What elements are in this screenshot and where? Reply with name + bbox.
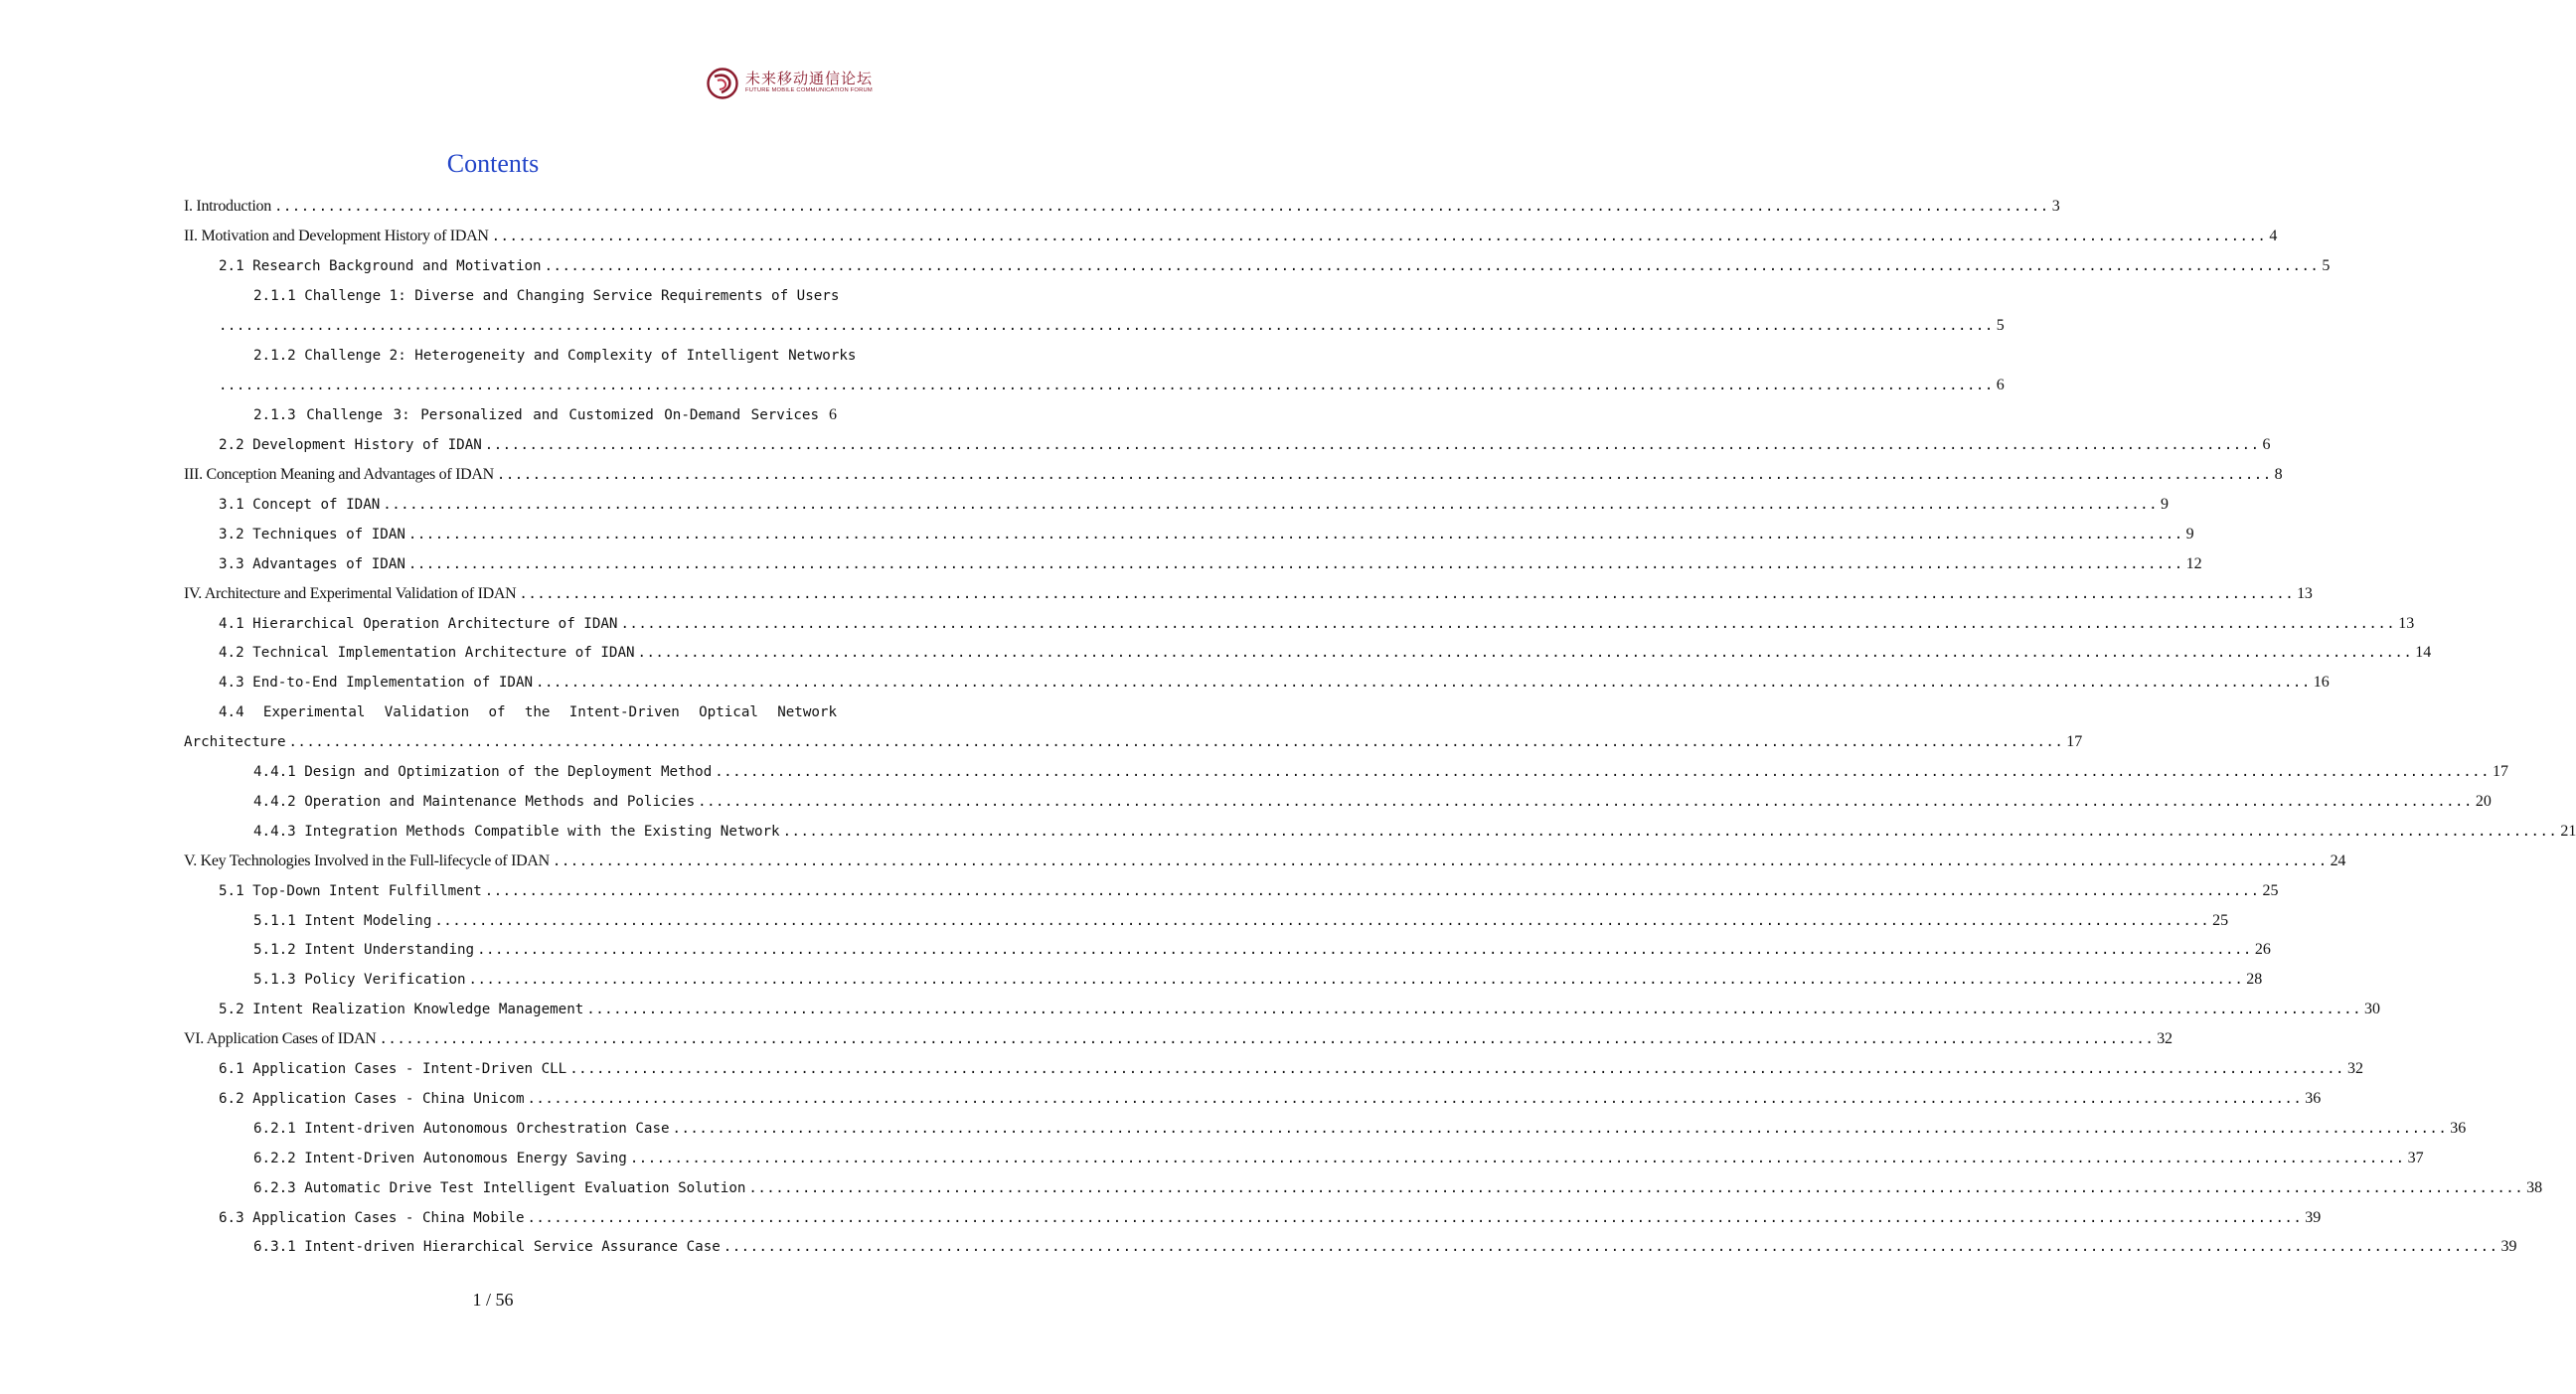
toc-entry-title: 3.1 Concept of IDAN: [219, 497, 381, 513]
toc-entry-title: 3.3 Advantages of IDAN: [219, 556, 405, 572]
dot-leader: ........................................................................................................................................................................................................: [484, 883, 2260, 899]
toc-entry[interactable]: [253, 1176, 2543, 1200]
toc-page-number: 36: [2305, 1090, 2322, 1107]
toc-page-number: 9: [2185, 526, 2194, 542]
toc-entry[interactable]: [253, 284, 840, 308]
toc-entry[interactable]: [253, 1147, 2424, 1170]
toc-entry[interactable]: [219, 493, 2170, 517]
toc-entry-title: 3.2 Techniques of IDAN: [219, 527, 405, 542]
toc-page-number: 6: [2262, 436, 2271, 453]
toc-entry[interactable]: [219, 254, 2331, 278]
toc-page-number: 16: [2313, 674, 2330, 691]
dot-leader: ........................................................................................................................................................................................................: [383, 497, 2159, 513]
toc-entry-title: 2.1.1 Challenge 1: Diverse and Changing Service Requirements of Users: [253, 288, 840, 304]
toc-entry[interactable]: [184, 195, 2060, 219]
dot-leader: ........................................................................................................................................................................................................: [637, 645, 2413, 661]
toc-entry[interactable]: [253, 938, 2271, 962]
toc-entry-title: 2.1.2 Challenge 2: Heterogeneity and Complexity of Intelligent Networks: [253, 348, 857, 364]
dot-leader: ........................................................................................................................................................................................................: [620, 616, 2396, 632]
toc-page-number: 32: [2346, 1060, 2363, 1077]
toc-entry[interactable]: [253, 968, 2263, 992]
dot-leader: ........................................................................................................................................................................................................: [748, 1180, 2524, 1196]
toc-entry[interactable]: [219, 700, 837, 724]
toc-page-number: 38: [2526, 1179, 2543, 1196]
dot-leader: ........................................................................................................................................................................................................: [407, 527, 2183, 542]
toc-entry[interactable]: [184, 463, 2283, 487]
toc-entry-title: 5.1.1 Intent Modeling: [253, 913, 432, 929]
logo-english-text: FUTURE MOBILE COMMUNICATION FORUM: [745, 87, 873, 93]
dot-leader: ........................................................................................................................................................................................................: [484, 437, 2260, 453]
toc-entry-continuation[interactable]: [184, 730, 2083, 754]
toc-page-number: 25: [2262, 882, 2279, 899]
toc-entry[interactable]: [219, 552, 2202, 576]
toc-entry-title: I. Introduction: [184, 198, 271, 215]
toc-page-number: 5: [1996, 317, 2005, 334]
toc-entry-title: 5.1.2 Intent Understanding: [253, 942, 475, 958]
toc-page-number: 28: [2246, 971, 2263, 988]
toc-page-number: 21: [2560, 823, 2576, 840]
toc-page-number: 32: [2157, 1030, 2173, 1047]
toc-page-number: 39: [2305, 1209, 2322, 1226]
dot-leader: ........................................................................................................................................................................................................: [379, 1031, 2155, 1047]
forum-emblem-icon: [706, 67, 739, 100]
toc-entry-title: 6.2 Application Cases - China Unicom: [219, 1091, 525, 1107]
toc-entry-title: VI. Application Cases of IDAN: [184, 1030, 377, 1047]
toc-entry-title: II. Motivation and Development History of IDAN: [184, 228, 489, 244]
toc-entry[interactable]: [219, 523, 2194, 546]
toc-entry-title: 5.2 Intent Realization Knowledge Management: [219, 1002, 584, 1017]
dot-leader: ........................................................................................................................................................................................................: [527, 1210, 2303, 1226]
toc-page-number: 17: [2493, 763, 2508, 780]
toc-entry[interactable]: [184, 850, 2346, 873]
dot-leader: ........................................................................................................................................................................................................: [477, 942, 2252, 958]
toc-entry-title: III. Conception Meaning and Advantages of IDAN: [184, 466, 494, 483]
toc-entry[interactable]: [253, 909, 2229, 933]
dot-leader: ........................................................................................................................................................................................................: [544, 258, 2320, 274]
toc-entry[interactable]: [253, 820, 2576, 844]
toc-entry[interactable]: [184, 225, 2278, 248]
toc-entry[interactable]: [219, 641, 2432, 665]
toc-entry[interactable]: [219, 998, 2381, 1021]
toc-entry[interactable]: [219, 1087, 2322, 1111]
toc-entry-title: 6.3.1 Intent-driven Hierarchical Service Assurance Case: [253, 1239, 721, 1255]
toc-page-number: 9: [2161, 496, 2170, 513]
toc-entry-title-continuation: Architecture: [184, 734, 286, 750]
toc-entry[interactable]: [253, 403, 837, 427]
dot-leader: ........................................................................................................................................................................................................: [273, 199, 2049, 215]
toc-entry-title: 6.2.2 Intent-Driven Autonomous Energy Saving: [253, 1151, 627, 1166]
toc-entry[interactable]: [253, 790, 2492, 814]
toc-entry[interactable]: [219, 433, 2271, 457]
toc-entry-title: V. Key Technologies Involved in the Full-lifecycle of IDAN: [184, 852, 550, 869]
toc-page-number: 39: [2500, 1238, 2517, 1255]
dot-leader: ........................................................................................................................................................................................................: [698, 794, 2473, 810]
toc-title: Contents: [446, 149, 540, 178]
toc-entry-title: 2.2 Development History of IDAN: [219, 437, 482, 453]
toc-entry[interactable]: [253, 760, 2508, 784]
logo-chinese-text: 未来移动通信论坛: [745, 70, 874, 87]
toc-entry-title: 4.4 Experimental Validation of the Intent-Driven Optical Network: [219, 704, 837, 720]
toc-entry-title: 2.1.3 Challenge 3: Personalized and Customized On-Demand Services: [253, 407, 819, 423]
toc-page-number: 6: [1996, 377, 2005, 393]
dot-leader: ........................................................................................................................................................................................................: [672, 1121, 2448, 1137]
toc-page-number: 17: [2066, 733, 2083, 750]
toc-page-number: 4: [2269, 228, 2278, 244]
toc-entry-title: 2.1 Research Background and Motivation: [219, 258, 542, 274]
dot-leader: ........................................................................................................................................................................................................: [288, 734, 2064, 750]
toc-page-number: 14: [2415, 644, 2432, 661]
dot-leader: ........................................................................................................................................................................................................: [434, 913, 2210, 929]
toc-entry[interactable]: [219, 671, 2330, 695]
forum-logo: [706, 66, 875, 101]
toc-entry-title: 6.2.1 Intent-driven Autonomous Orchestration Case: [253, 1121, 670, 1137]
toc-entry-title: 4.4.3 Integration Methods Compatible with the Existing Network: [253, 824, 780, 840]
dot-leader: ........................................................................................................................................................................................................: [536, 675, 2311, 691]
toc-entry-title: 4.2 Technical Implementation Architecture of IDAN: [219, 645, 635, 661]
toc-entry[interactable]: [219, 1057, 2363, 1081]
toc-entry-title: 4.3 End-to-End Implementation of IDAN: [219, 675, 534, 691]
toc-page-number: 6: [829, 406, 837, 423]
dot-leader: ........................................................................................................................................................................................................: [496, 467, 2272, 483]
toc-page-number: 24: [2330, 852, 2346, 869]
dot-leader: ........................................................................................................................................................................................................: [407, 556, 2183, 572]
toc-page-number: 12: [2185, 555, 2202, 572]
toc-entry-title: 5.1.3 Policy Verification: [253, 972, 466, 988]
toc-entry[interactable]: [219, 879, 2279, 903]
toc-page-number: 36: [2450, 1120, 2467, 1137]
toc-entry-title: 4.4.2 Operation and Maintenance Methods and Policies: [253, 794, 696, 810]
dot-leader: ........................................................................................................................................................................................................: [629, 1151, 2405, 1166]
dot-leader: ........................................................................................................................................................................................................: [491, 229, 2267, 244]
toc-page-number: 3: [2051, 198, 2060, 215]
dot-leader: ........................................................................................................................................................................................................: [527, 1091, 2303, 1107]
toc-page-number: 13: [2297, 585, 2313, 602]
dot-leader: ........................................................................................................................................................................................................: [586, 1002, 2362, 1017]
toc-entry[interactable]: [184, 582, 2313, 606]
dot-leader: ........................................................................................................................................................................................................: [219, 318, 1994, 334]
toc-page-number: 30: [2364, 1001, 2381, 1017]
toc-page-number: 25: [2212, 912, 2229, 929]
dot-leader: ........................................................................................................................................................................................................: [715, 764, 2490, 780]
dot-leader: ........................................................................................................................................................................................................: [723, 1239, 2498, 1255]
toc-entry[interactable]: [253, 1117, 2467, 1141]
toc-entry-title: 4.1 Hierarchical Operation Architecture of IDAN: [219, 616, 618, 632]
toc-page-number: 26: [2254, 941, 2271, 958]
toc-page-number: 20: [2475, 793, 2492, 810]
dot-leader: ........................................................................................................................................................................................................: [468, 972, 2244, 988]
toc-entry[interactable]: [184, 1027, 2173, 1051]
toc-entry[interactable]: [253, 1235, 2517, 1259]
dot-leader: ........................................................................................................................................................................................................: [519, 586, 2295, 602]
page-indicator: 1 / 56: [472, 1290, 514, 1310]
toc-entry-title: IV. Architecture and Experimental Validation of IDAN: [184, 585, 517, 602]
toc-page-number: 8: [2274, 466, 2283, 483]
toc-entry[interactable]: [219, 612, 2415, 636]
toc-page-number: 13: [2398, 615, 2415, 632]
dot-leader: ........................................................................................................................................................................................................: [552, 853, 2328, 869]
toc-page-number: 37: [2407, 1150, 2424, 1166]
toc-entry-title: 5.1 Top-Down Intent Fulfillment: [219, 883, 482, 899]
toc-entry-title: 6.1 Application Cases - Intent-Driven CLL: [219, 1061, 567, 1077]
toc-entry-title: 4.4.1 Design and Optimization of the Deployment Method: [253, 764, 713, 780]
toc-entry[interactable]: [219, 1206, 2322, 1230]
toc-entry-continuation[interactable]: [219, 374, 2005, 397]
toc-entry[interactable]: [253, 344, 857, 368]
toc-entry-continuation[interactable]: [219, 314, 2005, 338]
dot-leader: ........................................................................................................................................................................................................: [782, 824, 2558, 840]
dot-leader: ........................................................................................................................................................................................................: [219, 378, 1994, 393]
toc-page-number: 5: [2322, 257, 2331, 274]
toc-entry-title: 6.3 Application Cases - China Mobile: [219, 1210, 525, 1226]
toc-entry-title: 6.2.3 Automatic Drive Test Intelligent Evaluation Solution: [253, 1180, 746, 1196]
dot-leader: ........................................................................................................................................................................................................: [569, 1061, 2344, 1077]
